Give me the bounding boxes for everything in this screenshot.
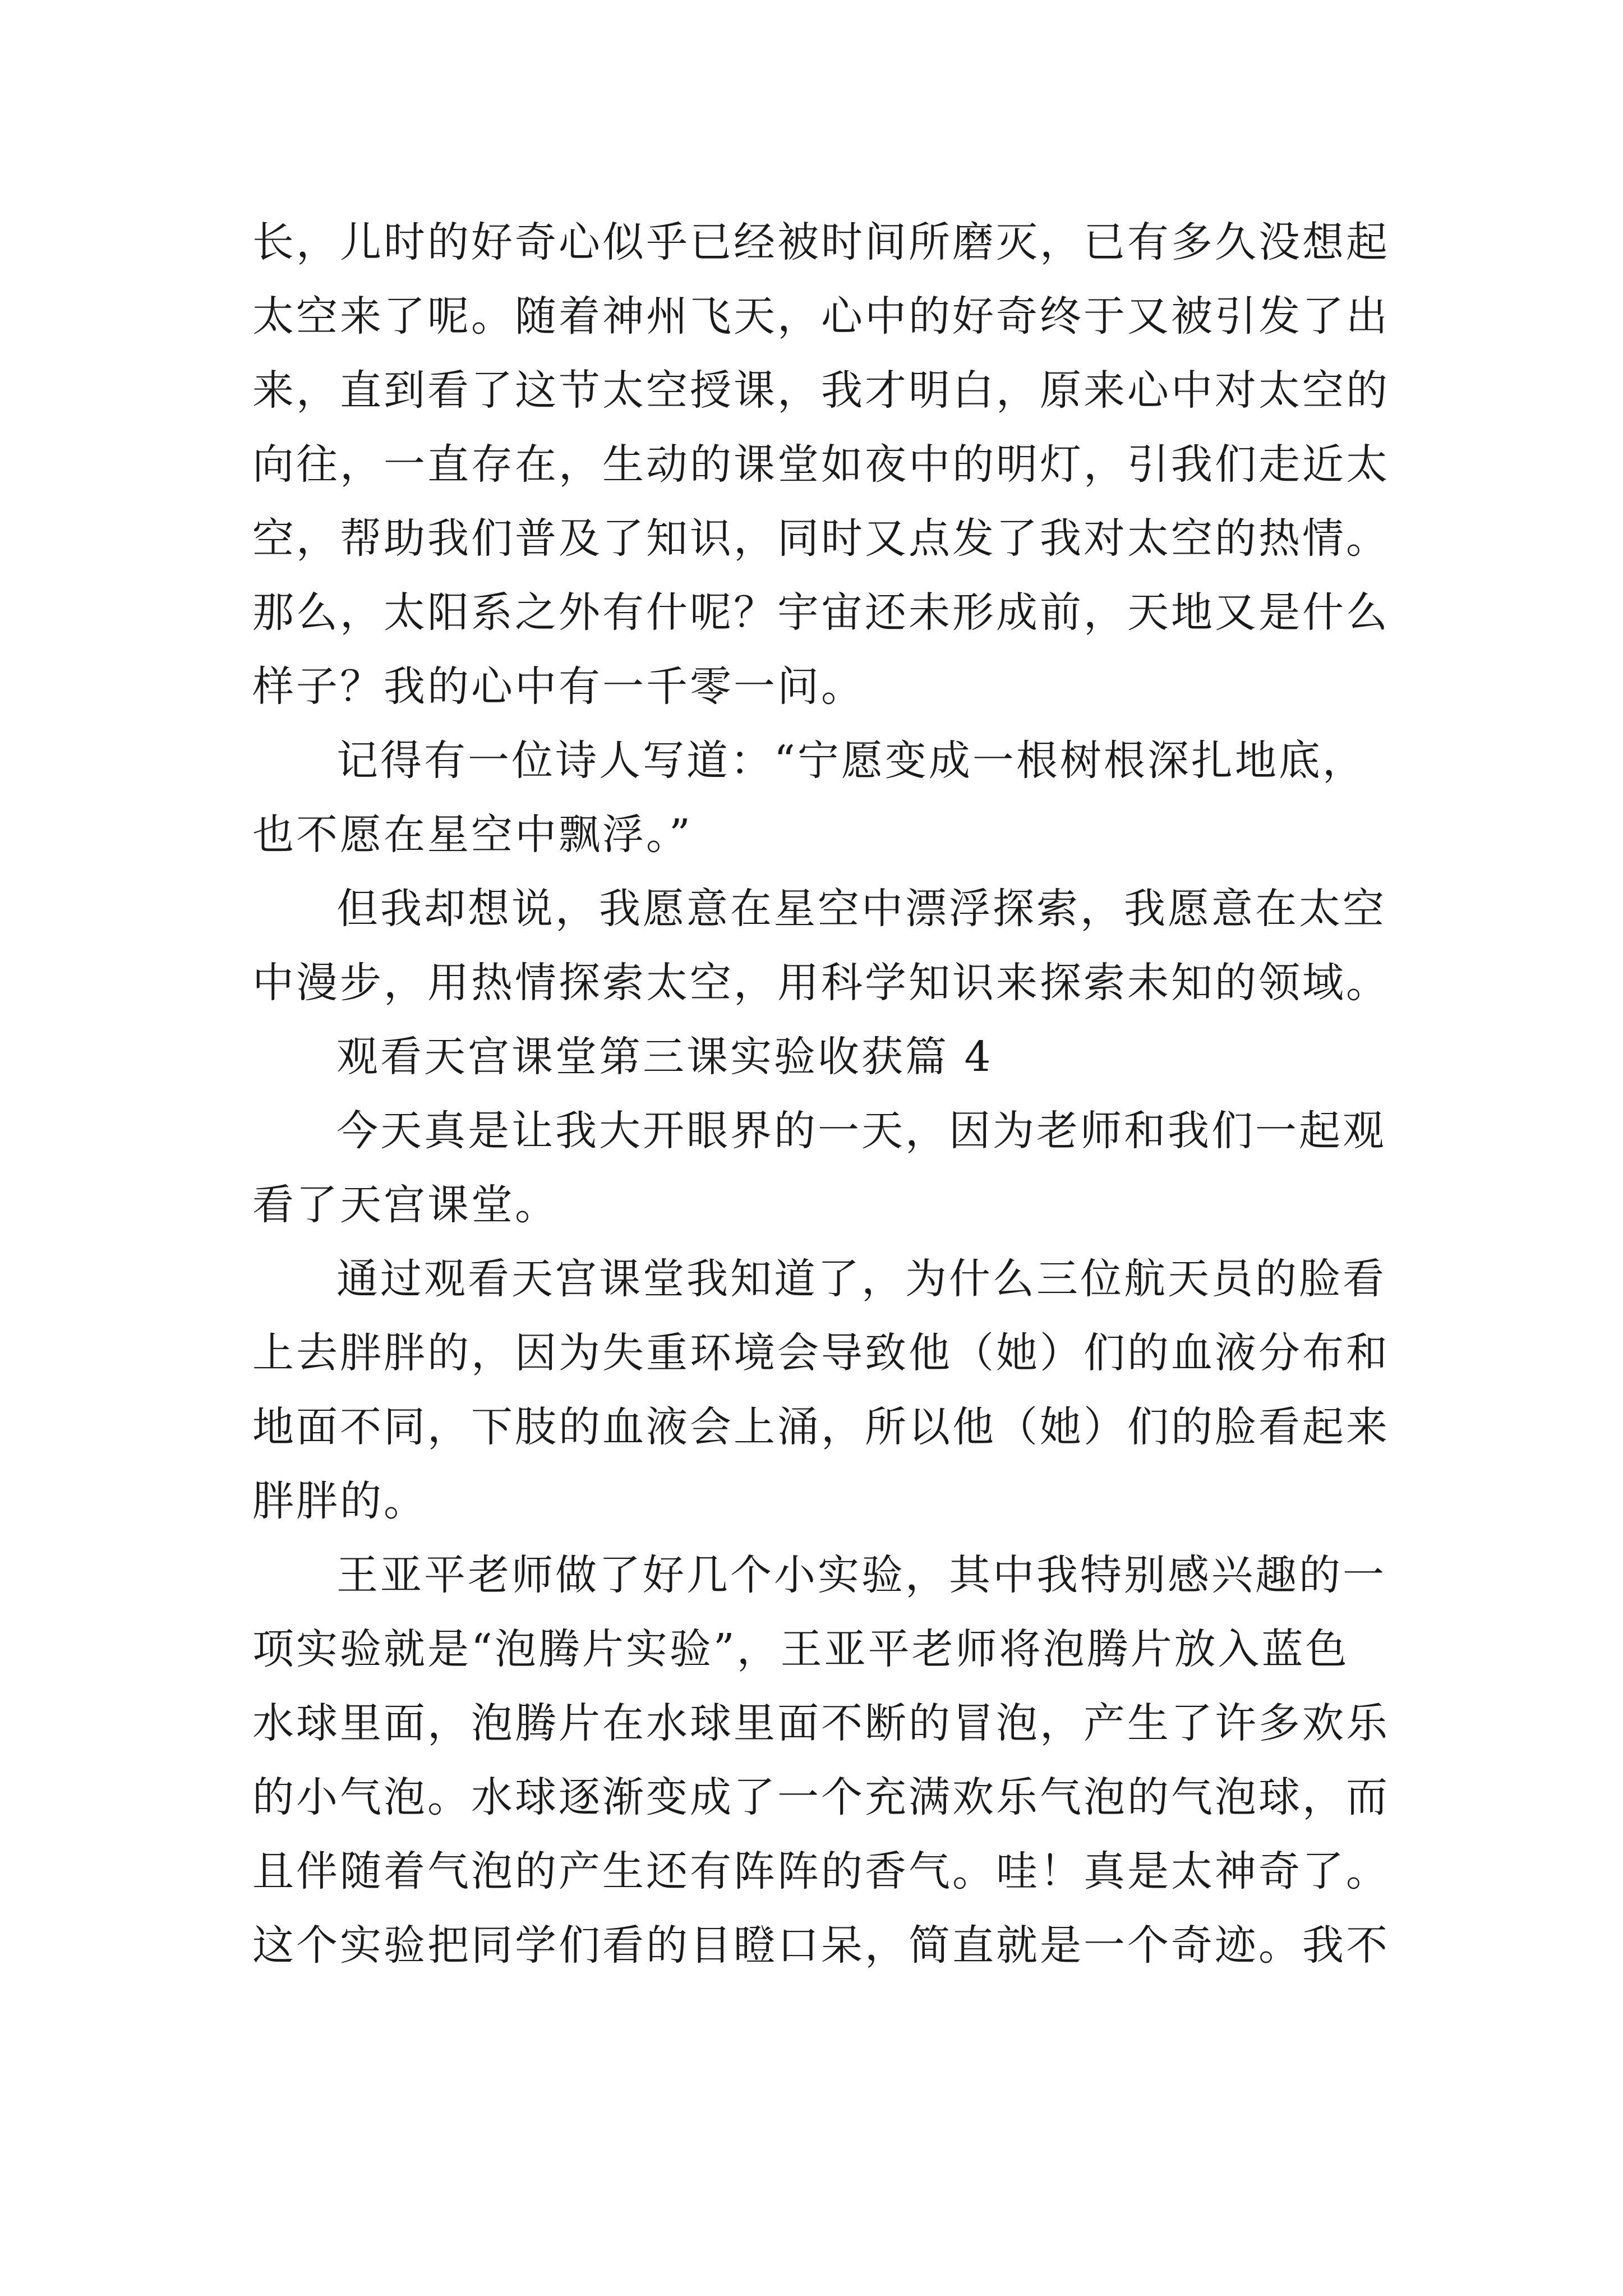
text-line: 太空来了呢。随着神州飞天，心中的好奇终于又被引发了出 xyxy=(252,292,1390,341)
paragraph-first-line: 记得有一位诗人写道：“宁愿变成一根树根深扎地底， xyxy=(336,737,1366,785)
text-line: 长，儿时的好奇心似乎已经被时间所磨灭，已有多久没想起 xyxy=(252,218,1390,266)
text-line: 样子？我的心中有一千零一问。 xyxy=(252,662,865,711)
text-line: 中漫步，用热情探索太空，用科学知识来探索未知的领域。 xyxy=(252,959,1390,1007)
text-line: 也不愿在星空中飘浮。” xyxy=(252,811,693,859)
text-line: 那么，太阳系之外有什呢？宇宙还未形成前，天地又是什么 xyxy=(252,588,1390,637)
paragraph-first-line: 通过观看天宫课堂我知道了，为什么三位航天员的脸看 xyxy=(336,1255,1386,1303)
text-line: 上去胖胖的，因为失重环境会导致他（她）们的血液分布和 xyxy=(252,1329,1390,1377)
text-line: 空，帮助我们普及了知识，同时又点发了我对太空的热情。 xyxy=(252,514,1390,563)
section-heading: 观看天宫课堂第三课实验收获篇 4 xyxy=(336,1033,993,1081)
text-line: 来，直到看了这节太空授课，我才明白，原来心中对太空的 xyxy=(252,366,1390,415)
text-line: 且伴随着气泡的产生还有阵阵的香气。哇！真是太神奇了。 xyxy=(252,1847,1390,1895)
paragraph-first-line: 王亚平老师做了好几个小实验，其中我特别感兴趣的一 xyxy=(336,1551,1386,1599)
text-line: 看了天宫课堂。 xyxy=(252,1181,559,1229)
paragraph-first-line: 但我却想说，我愿意在星空中漂浮探索，我愿意在太空 xyxy=(336,885,1386,933)
text-line: 的小气泡。水球逐渐变成了一个充满欢乐气泡的气泡球，而 xyxy=(252,1773,1390,1821)
text-line: 胖胖的。 xyxy=(252,1477,427,1525)
text-line: 项实验就是“泡腾片实验”，王亚平老师将泡腾片放入蓝色 xyxy=(252,1625,1349,1673)
text-line: 地面不同，下肢的血液会上涌，所以他（她）们的脸看起来 xyxy=(252,1403,1390,1451)
text-line: 这个实验把同学们看的目瞪口呆，简直就是一个奇迹。我不 xyxy=(252,1921,1390,1970)
paragraph-first-line: 今天真是让我大开眼界的一天，因为老师和我们一起观 xyxy=(336,1107,1386,1155)
text-line: 水球里面，泡腾片在水球里面不断的冒泡，产生了许多欢乐 xyxy=(252,1699,1390,1747)
text-line: 向往，一直存在，生动的课堂如夜中的明灯，引我们走近太 xyxy=(252,440,1390,489)
